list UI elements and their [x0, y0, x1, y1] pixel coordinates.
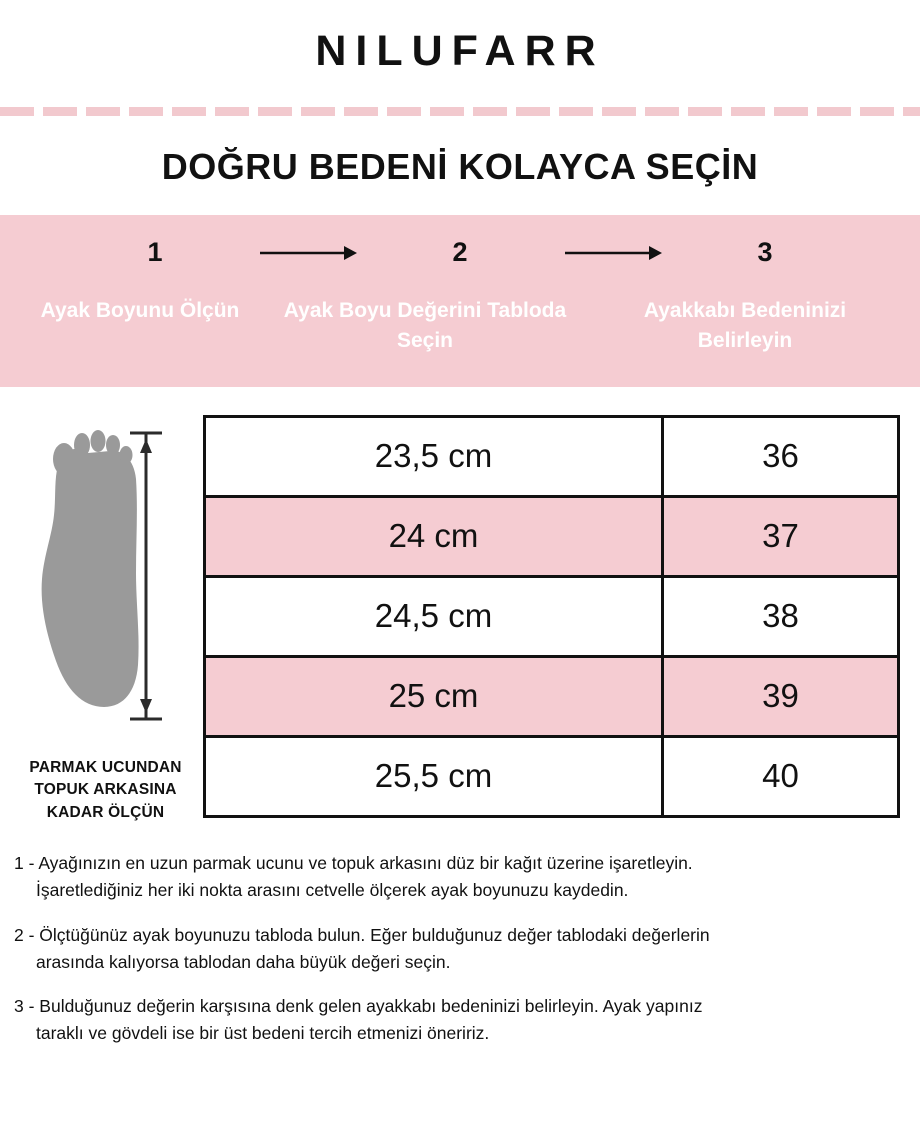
instruction-item-2 — [14, 922, 904, 976]
table-row — [205, 736, 899, 816]
dash-segment — [860, 107, 894, 116]
steps-labels-row — [0, 296, 920, 357]
cell-foot-length: 25,5 cm — [205, 736, 663, 816]
foot-diagram-caption: PARMAK UCUNDAN TOPUK ARKASINA KADAR ÖLÇÜN — [29, 758, 182, 821]
step-number-1: 1 — [147, 237, 163, 267]
main-heading-section — [0, 119, 920, 215]
instruction-item-1 — [14, 850, 904, 904]
instruction-3-line-1: 3 - Bulduğunuz değerin karşısına denk gelen ayakkabı bedeninizi belirleyin. Ayak yapınız — [14, 995, 703, 1016]
page-title: DOĞRU BEDENİ KOLAYCA SEÇİN — [161, 146, 759, 187]
cell-shoe-size: 37 — [663, 496, 899, 576]
dash-segment — [602, 107, 636, 116]
table-row — [205, 576, 899, 656]
instruction-2-line-1: 2 - Ölçtüğünüz ayak boyunuzu tabloda bulun. Eğer bulduğunuz değer tablodaki değerlerin — [14, 924, 710, 945]
instructions-list — [0, 824, 920, 1047]
cell-shoe-size: 39 — [663, 656, 899, 736]
dash-segment — [903, 107, 920, 116]
arrow-right-icon-1 — [253, 243, 363, 263]
size-table — [203, 415, 900, 818]
cell-shoe-size: 40 — [663, 736, 899, 816]
dash-segment — [817, 107, 851, 116]
cell-shoe-size: 36 — [663, 416, 899, 496]
cell-foot-length: 24 cm — [205, 496, 663, 576]
instruction-1-line-2: İşaretlediğiniz her iki nokta arasını cetvelle ölçerek ayak boyunuzu kaydedin. — [36, 880, 629, 901]
instruction-1-line-1: 1 - Ayağınızın en uzun parmak ucunu ve topuk arkasını düz bir kağıt üzerine işaretleyin. — [14, 853, 693, 874]
dash-segment — [215, 107, 249, 116]
dash-segment — [688, 107, 722, 116]
dash-segment — [258, 107, 292, 116]
cell-foot-length: 24,5 cm — [205, 576, 663, 656]
dash-segment — [129, 107, 163, 116]
foot-measure-icon — [26, 423, 186, 743]
step-number-3: 3 — [757, 237, 773, 267]
brand-header — [0, 0, 920, 103]
steps-numbers-row — [0, 237, 920, 268]
dash-segment — [473, 107, 507, 116]
dash-segment — [0, 107, 34, 116]
instruction-3-line-2: taraklı ve gövdeli ise bir üst bedeni tercih etmenizi öneririz. — [36, 1022, 490, 1043]
step-number-2: 2 — [452, 237, 468, 267]
table-row — [205, 416, 899, 496]
dash-segment — [645, 107, 679, 116]
dash-segment — [559, 107, 593, 116]
instruction-item-3 — [14, 993, 904, 1047]
dash-segment — [387, 107, 421, 116]
dashed-divider-top — [0, 103, 920, 119]
brand-title: NILUFARR — [315, 27, 605, 75]
cell-foot-length: 25 cm — [205, 656, 663, 736]
cell-shoe-size: 38 — [663, 576, 899, 656]
steps-band — [0, 215, 920, 387]
dash-segment — [430, 107, 464, 116]
dash-segment — [301, 107, 335, 116]
dash-segment — [172, 107, 206, 116]
table-row — [205, 496, 899, 576]
step-label-2: Ayak Boyu Değerini Tabloda Seçin — [283, 299, 567, 353]
step-label-3: Ayakkabı Bedeninizi Belirleyin — [643, 299, 847, 353]
cell-foot-length: 23,5 cm — [205, 416, 663, 496]
dash-segment — [774, 107, 808, 116]
table-section — [0, 387, 920, 824]
dash-segment — [43, 107, 77, 116]
dash-segment — [86, 107, 120, 116]
dash-segment — [344, 107, 378, 116]
foot-diagram-block — [0, 415, 203, 824]
dash-segment — [516, 107, 550, 116]
arrow-right-icon-2 — [558, 243, 668, 263]
instruction-2-line-2: arasında kalıyorsa tablodan daha büyük değeri seçin. — [36, 951, 451, 972]
table-row — [205, 656, 899, 736]
step-label-1: Ayak Boyunu Ölçün — [40, 299, 240, 322]
dash-segment — [731, 107, 765, 116]
